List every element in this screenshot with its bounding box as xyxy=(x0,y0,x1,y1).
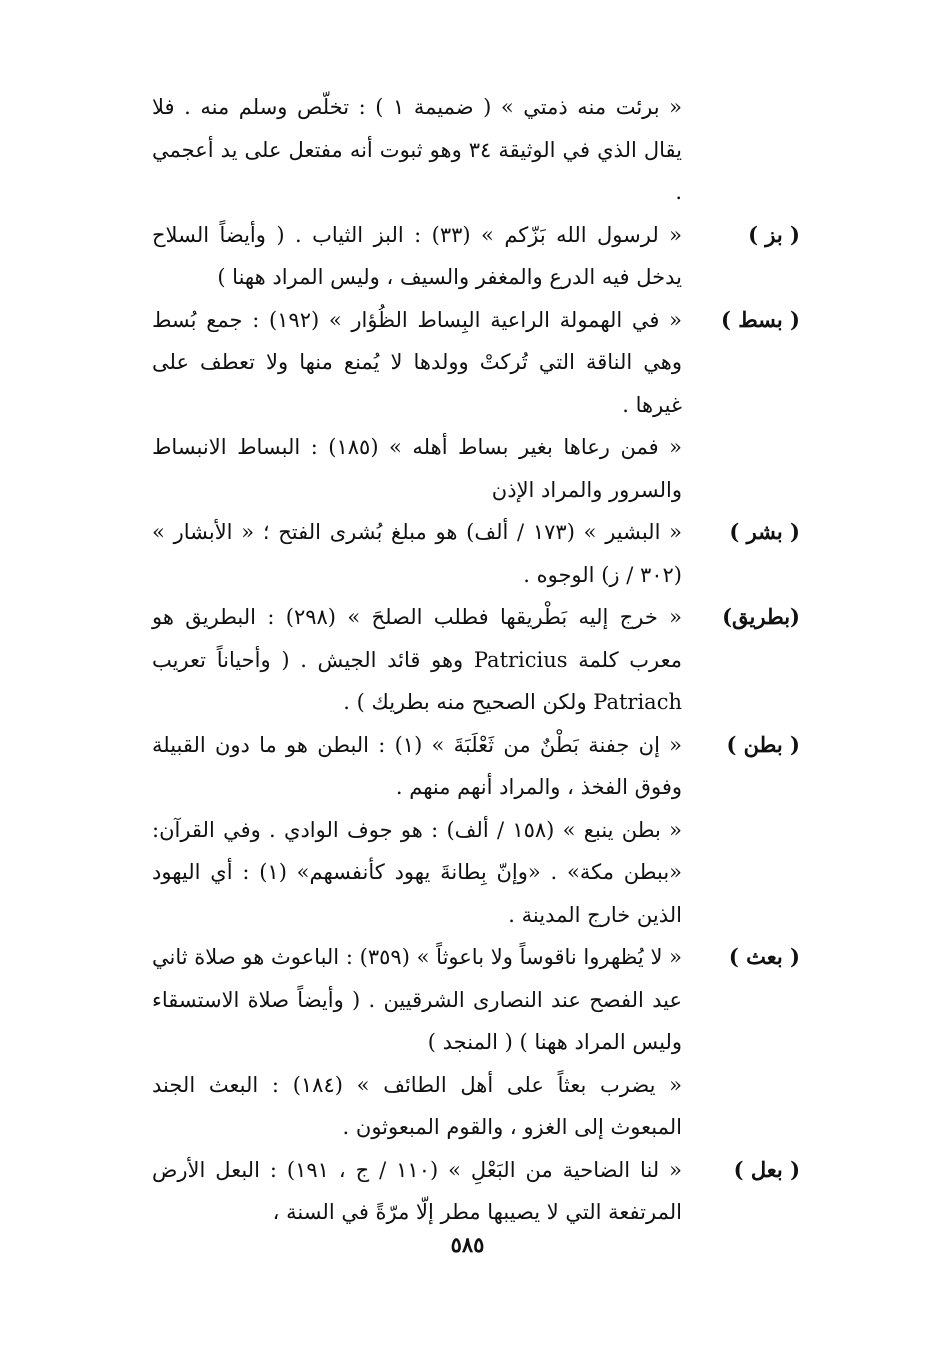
glossary-entry xyxy=(140,214,800,299)
glossary-entry xyxy=(140,1149,800,1234)
entry-headword: (بطريق) xyxy=(722,604,800,629)
entry-body xyxy=(152,86,682,214)
entry-paragraph: « فمن رعاها بغير بساط أهله » (١٨٥) : البساط الانبساط والسرور والمراد الإذن xyxy=(152,435,682,502)
entry-headword: ( بعل ) xyxy=(733,1156,800,1182)
glossary-entry xyxy=(140,511,800,596)
entry-headword: ( بعث ) xyxy=(728,944,800,969)
entry-body xyxy=(152,596,682,724)
entry-body xyxy=(152,511,682,596)
entry-headword: ( بز ) xyxy=(748,221,800,247)
glossary-entry xyxy=(140,936,800,1149)
entry-paragraph: « برئت منه ذمتي » ( ضميمة ١ ) : تخلّص وسلم منه . فلا يقال الذي في الوثيقة ٣٤ وهو ثبوت أنه مفتعل على يد أعجمي . xyxy=(152,95,683,204)
glossary-entry xyxy=(140,299,800,512)
glossary-entry xyxy=(140,596,800,724)
glossary-entry xyxy=(140,86,800,214)
entry-body xyxy=(152,299,682,512)
entry-paragraph: « لرسول الله بَزّكم » (٣٣) : البز الثياب . ( وأيضاً السلاح يدخل فيه الدرع والمغفر والسيف ، وليس المراد ههنا ) xyxy=(152,222,682,289)
entry-paragraph: « البشير » (١٧٣ / ألف) هو مبلغ بُشرى الفتح ؛ « الأبشار » (٣٠٢ / ز) الوجوه . xyxy=(152,520,682,587)
entry-paragraph: « خرج إليه بَطْريقها فطلب الصلحَ » (٢٩٨) : البطريق هو معرب كلمة Patricius وهو قائد الجيش . ( وأحياناً تعريب Patriach ولكن الصحيح منه بطريك ) . xyxy=(152,605,683,714)
entry-headword: ( بشر ) xyxy=(729,519,800,544)
entry-headword: ( بطن ) xyxy=(726,731,800,757)
entry-paragraph: « لا يُظهروا ناقوساً ولا باعوثاً » (٣٥٩) : الباعوث هو صلاة ثاني عيد الفصح عند النصارى الشرقيين . ( وأيضاً صلاة الاستسقاء وليس المراد ههنا ) ( المنجد ) xyxy=(152,945,683,1054)
entry-body xyxy=(152,214,682,299)
glossary-entries xyxy=(140,86,800,1234)
entry-body xyxy=(152,936,682,1149)
entry-paragraph: « بطن ينبع » (١٥٨ / ألف) : هو جوف الوادي . وفي القرآن: «ببطن مكة» . «وإنّ بِطانةَ يهود كأنفسهم» (١) : أي اليهود الذين خارج المدينة . xyxy=(152,817,683,927)
entry-headword: ( بسط ) xyxy=(720,306,800,332)
entry-body xyxy=(152,724,682,937)
entry-paragraph: « لنا الضاحية من البَعْلِ » (١١٠ / ج ، ١٩١) : البعل الأرض المرتفعة التي لا يصيبها مطر إلّا مرّةً في السنة ، xyxy=(152,1157,682,1224)
entry-paragraph: « إن جفنة بَطْنٌ من ثَعْلَبَةَ » (١) : البطن هو ما دون القبيلة وفوق الفخذ ، والمراد أنهم منهم . xyxy=(152,732,683,799)
glossary-entry xyxy=(140,724,800,937)
entry-paragraph: « يضرب بعثاً على أهل الطائف » (١٨٤) : البعث الجند المبعوث إلى الغزو ، والقوم المبعوثون . xyxy=(152,1072,682,1139)
page-number: ٥٨٥ xyxy=(450,1232,485,1257)
entry-paragraph: « في الهمولة الراعية البِساط الظُؤار » (١٩٢) : جمع بُسط وهي الناقة التي تُركتْ وولدها لا يُمنع منها ولا تعطف على غيرها . xyxy=(152,307,683,417)
entry-body xyxy=(152,1149,682,1234)
